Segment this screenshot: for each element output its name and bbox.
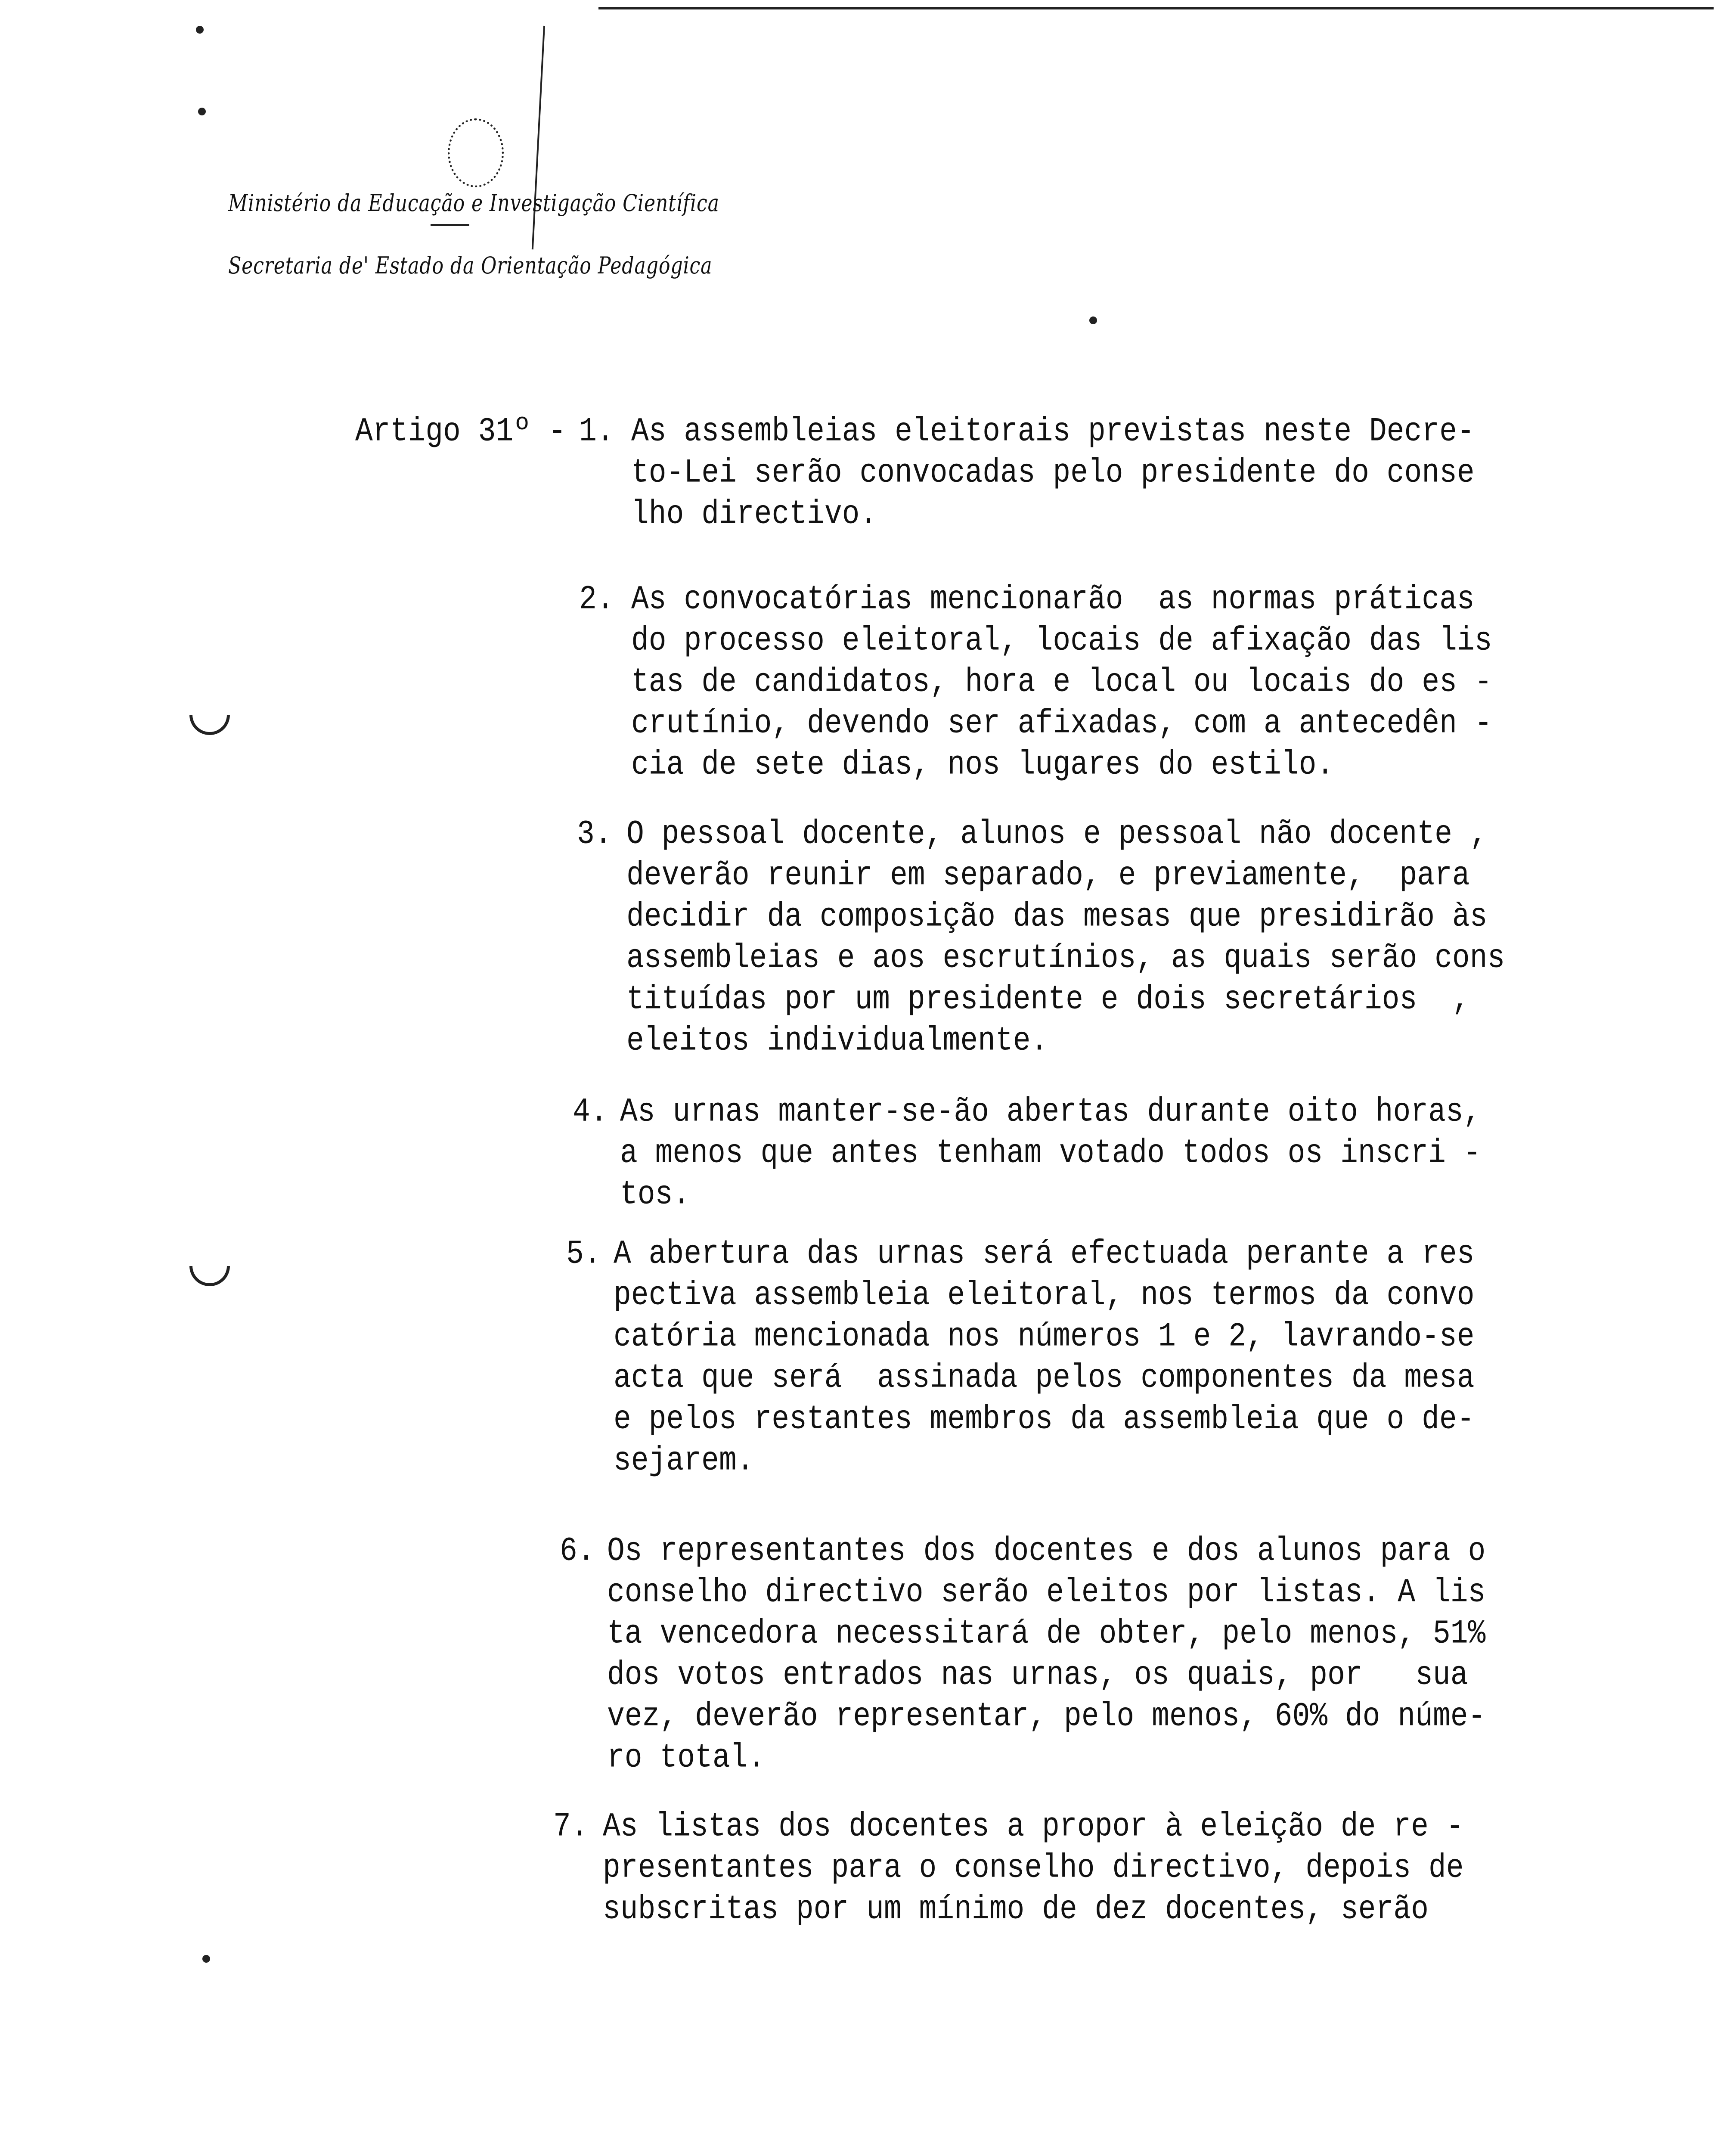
secretariat-heading: Secretaria de' Estado da Orientação Pedagógica	[228, 252, 713, 279]
text-line: A abertura das urnas será efectuada perante a res	[614, 1235, 1475, 1273]
margin-hole-mark	[189, 715, 230, 735]
text-line: As listas dos docentes a propor à eleição de re -	[603, 1808, 1464, 1846]
item-number: 2.	[579, 580, 614, 619]
text-line: lho directivo.	[631, 495, 877, 534]
text-line: do processo eleitoral, locais de afixação das lis	[631, 622, 1492, 660]
item-number: 6.	[560, 1532, 595, 1570]
top-edge-line	[598, 7, 1714, 9]
text-line: ta vencedora necessitará de obter, pelo menos, 51%	[607, 1615, 1486, 1653]
text-line: pectiva assembleia eleitoral, nos termos da convo	[614, 1276, 1475, 1315]
item-number: 4.	[573, 1093, 608, 1131]
text-line: crutínio, devendo ser afixadas, com a antecedên -	[631, 704, 1492, 743]
text-line: vez, deverão representar, pelo menos, 60% do núme-	[607, 1697, 1486, 1736]
text-line: e pelos restantes membros da assembleia que o de-	[614, 1400, 1475, 1439]
text-line: conselho directivo serão eleitos por listas. A lis	[607, 1573, 1486, 1612]
text-line: tas de candidatos, hora e local ou locais do es -	[631, 663, 1492, 701]
text-line: sejarem.	[614, 1442, 754, 1480]
text-line: eleitos individualmente.	[626, 1022, 1048, 1060]
item-text	[614, 1234, 1475, 1482]
text-line: As urnas manter-se-ão abertas durante oito horas,	[620, 1093, 1481, 1131]
text-line: subscritas por um mínimo de dez docentes, serão	[603, 1890, 1429, 1929]
item-text	[620, 1092, 1481, 1216]
coat-of-arms-seal-icon	[448, 118, 504, 187]
text-line: cia de sete dias, nos lugares do estilo.	[631, 746, 1334, 784]
item-text	[603, 1806, 1464, 1930]
speck	[198, 108, 206, 115]
text-line: assembleias e aos escrutínios, as quais serão cons	[626, 939, 1505, 977]
text-line: decidir da composição das mesas que presidirão às	[626, 898, 1488, 936]
text-line: As assembleias eleitorais previstas neste Decre-	[631, 413, 1475, 451]
ministry-heading: Ministério da Educação e Investigação Científica	[228, 189, 719, 217]
text-line: dos votos entrados nas urnas, os quais, por sua	[607, 1656, 1468, 1694]
text-line: a menos que antes tenham votado todos os inscri -	[620, 1134, 1481, 1173]
text-line: acta que será assinada pelos componentes da mesa	[614, 1359, 1475, 1397]
item-number: 3.	[577, 815, 612, 853]
item-text	[607, 1531, 1485, 1779]
text-line: tituídas por um presidente e dois secretários ,	[626, 980, 1470, 1019]
article-label: Artigo 31º -	[355, 413, 566, 451]
item-text	[626, 814, 1505, 1062]
item-text	[631, 411, 1475, 535]
margin-hole-mark	[189, 1266, 230, 1286]
text-line: to-Lei serão convocadas pelo presidente do conse	[631, 454, 1475, 492]
speck	[196, 26, 204, 34]
text-line: catória mencionada nos números 1 e 2, lavrando-se	[614, 1318, 1475, 1356]
speck	[202, 1955, 210, 1963]
item-text	[631, 579, 1492, 786]
item-number: 7.	[553, 1808, 589, 1846]
speck	[1089, 316, 1097, 324]
text-line: tos.	[620, 1176, 691, 1214]
text-line: As convocatórias mencionarão as normas práticas	[631, 580, 1475, 619]
text-line: deverão reunir em separado, e previamente, para	[626, 856, 1470, 895]
header-dash	[431, 224, 469, 226]
text-line: Os representantes dos docentes e dos alunos para o	[607, 1532, 1486, 1570]
item-number: 5.	[566, 1235, 601, 1273]
text-line: O pessoal docente, alunos e pessoal não docente ,	[626, 815, 1488, 853]
text-line: ro total.	[607, 1739, 766, 1777]
item-number: 1.	[579, 413, 614, 451]
text-line: presentantes para o conselho directivo, depois de	[603, 1849, 1464, 1887]
